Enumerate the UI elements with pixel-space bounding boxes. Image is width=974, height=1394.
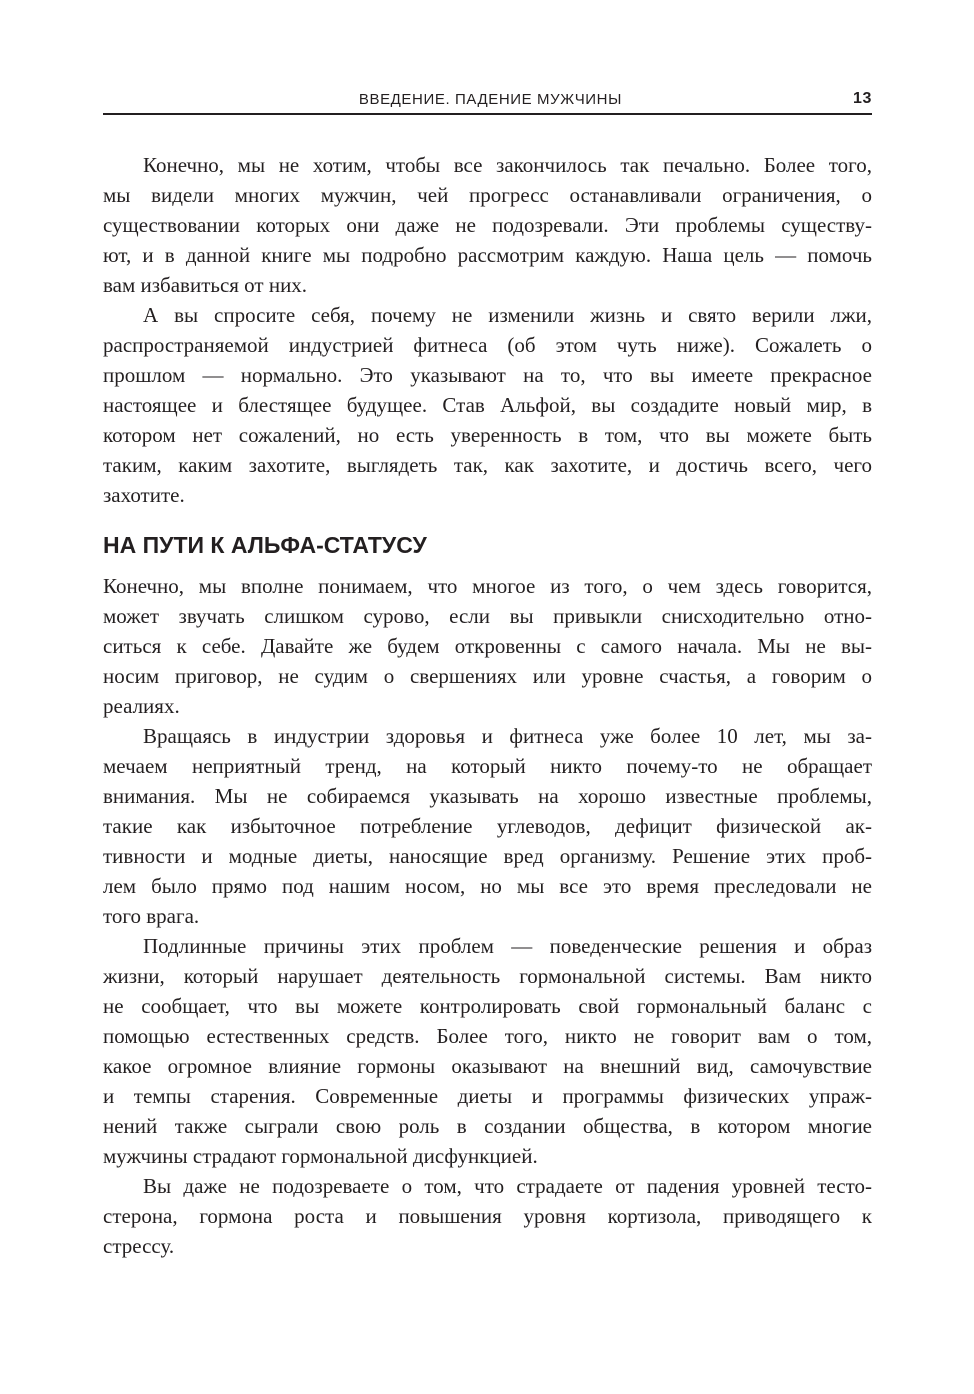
text-line: какое огромное влияние гормоны оказывают на внешний вид, самочувствие [103, 1054, 872, 1078]
text-line: нений также сыграли свою роль в создании общества, в котором многие [103, 1114, 872, 1138]
paragraph [103, 150, 872, 300]
text-line: лем было прямо под нашим носом, но мы все это время преследовали не [103, 874, 872, 898]
page-body [103, 150, 872, 1261]
text-line: стрессу. [103, 1234, 175, 1258]
text-line: мы видели многих мужчин, чей прогресс останавливали ограничения, о [103, 183, 872, 207]
text-line: захотите. [103, 483, 185, 507]
paragraph [103, 931, 872, 1171]
text-line: Конечно, мы вполне понимаем, что многое из того, о чем здесь говорится, [103, 574, 872, 598]
text-line: Конечно, мы не хотим, чтобы все закончилось так печально. Более того, [143, 153, 872, 177]
text-line: не сообщает, что вы можете контролировать свой гормональный баланс с [103, 994, 872, 1018]
text-line: реалиях. [103, 694, 180, 718]
text-line: носим приговор, не судим о свершениях или уровне счастья, а говорим о [103, 664, 872, 688]
text-line: мечаем неприятный тренд, на который никто почему-то не обращает [103, 754, 872, 778]
text-line: ситься к себе. Давайте же будем откровенны с самого начала. Мы не вы- [103, 634, 872, 658]
text-line: помощью естественных средств. Более того, никто не говорит вам о том, [103, 1024, 872, 1048]
text-line: существовании которых они даже не подозревали. Эти проблемы существу- [103, 213, 872, 237]
running-header [103, 88, 872, 115]
text-line: Вращаясь в индустрии здоровья и фитнеса уже более 10 лет, мы за- [143, 724, 872, 748]
text-line: котором нет сожалений, но есть уверенность в том, что вы можете быть [103, 423, 872, 447]
text-line: таким, каким захотите, выглядеть так, как захотите, и достичь всего, чего [103, 453, 872, 477]
text-line: может звучать слишком сурово, если вы привыкли снисходительно отно- [103, 604, 872, 628]
paragraph [103, 1171, 872, 1261]
paragraph [103, 571, 872, 721]
text-line: настоящее и блестящее будущее. Став Альфой, вы создадите новый мир, в [103, 393, 872, 417]
page-number: 13 [853, 90, 872, 107]
text-line: прошлом — нормально. Это указывают на то, что вы имеете прекрасное [103, 363, 872, 387]
text-line: тивности и модные диеты, наносящие вред организму. Решение этих проб- [103, 844, 872, 868]
text-line: ют, и в данной книге мы подробно рассмотрим каждую. Наша цель — помочь [103, 243, 872, 267]
text-line: внимания. Мы не собираемся указывать на хорошо известные проблемы, [103, 784, 872, 808]
text-line: распространяемой индустрией фитнеса (об этом чуть ниже). Сожалеть о [103, 333, 872, 357]
text-line: мужчины страдают гормональной дисфункцией. [103, 1144, 538, 1168]
text-line: Вы даже не подозреваете о том, что страдаете от падения уровней тесто- [143, 1174, 872, 1198]
paragraph [103, 300, 872, 510]
running-title: ВВЕДЕНИЕ. ПАДЕНИЕ МУЖЧИНЫ [358, 91, 622, 108]
section-heading: НА ПУТИ К АЛЬФА-СТАТУСУ [103, 532, 427, 558]
text-line: стерона, гормона роста и повышения уровня кортизола, приводящего к [103, 1204, 872, 1228]
text-line: того врага. [103, 904, 200, 928]
text-line: такие как избыточное потребление углеводов, дефицит физической ак- [103, 814, 872, 838]
text-line: А вы спросите себя, почему не изменили жизнь и свято верили лжи, [143, 303, 872, 327]
text-line: вам избавиться от них. [103, 273, 308, 297]
text-line: жизни, который нарушает деятельность гормональной системы. Вам никто [103, 964, 872, 988]
text-line: Подлинные причины этих проблем — поведенческие решения и образ [143, 934, 872, 958]
text-line: и темпы старения. Современные диеты и программы физических упраж- [103, 1084, 872, 1108]
paragraph [103, 721, 872, 931]
